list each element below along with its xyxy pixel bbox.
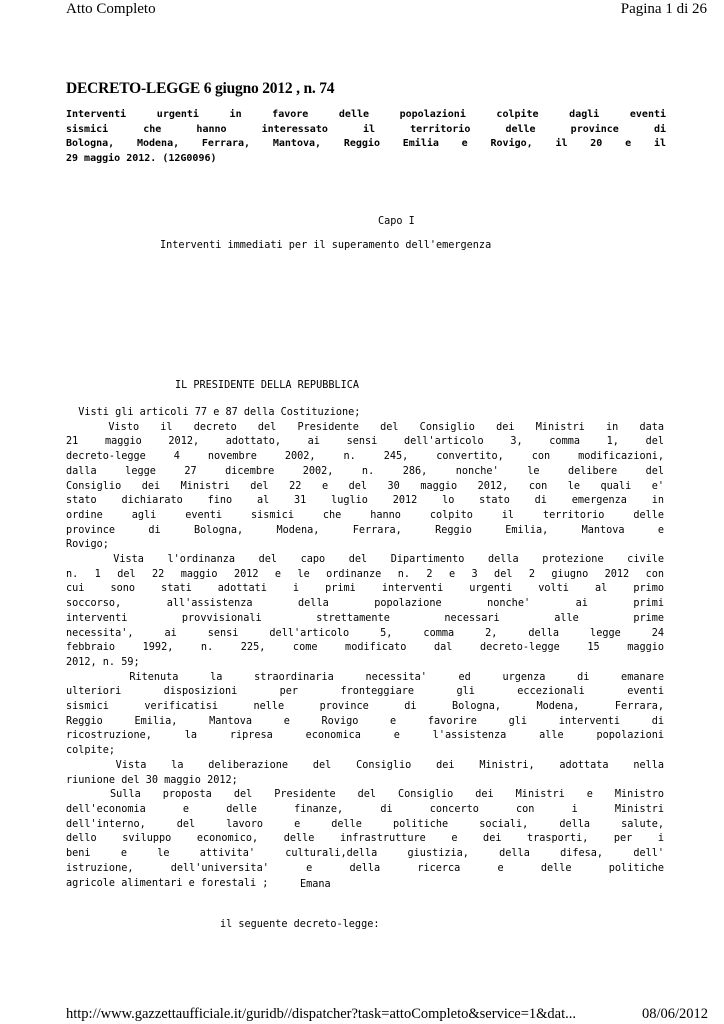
body-line: febbraio 1992, n. 225, come modificato dal decreto-legge 15 maggio <box>66 642 664 654</box>
body-line: ordine agli eventi sismici che hanno colpito il territorio delle <box>66 509 664 521</box>
body-line: dell'economia e delle finanze, di concerto con i Ministri <box>66 803 664 815</box>
footer-url: http://www.gazzettaufficiale.it/guridb//dispatcher?task=attoCompleto&service=1&dat... <box>66 1006 577 1022</box>
body-line: Vista la deliberazione del Consiglio dei Ministri, adottata nella <box>66 759 664 771</box>
body-line: 2012, n. 59; <box>66 656 140 668</box>
president-heading: IL PRESIDENTE DELLA REPUBBLICA <box>175 380 360 391</box>
header-doc-label: Atto Completo <box>66 1 156 17</box>
body-line: 21 maggio 2012, adottato, ai sensi dell'articolo 3, comma 1, del <box>66 436 664 448</box>
body-line: ricostruzione, la ripresa economica e l'assistenza alle popolazioni <box>66 730 664 742</box>
body-line: sismici verificatisi nelle province di Bologna, Modena, Ferrara, <box>66 701 664 713</box>
chapter-heading: Capo I <box>378 216 415 227</box>
body-line: Consiglio dei Ministri del 22 e del 30 maggio 2012, con le quali e' <box>66 480 664 492</box>
body-line: soccorso, all'assistenza della popolazione nonche' ai primi <box>66 598 664 610</box>
body-line: riunione del 30 maggio 2012; <box>66 774 238 786</box>
body-line: Visto il decreto del Presidente del Consiglio dei Ministri in data <box>66 421 664 433</box>
decree-subtitle <box>66 108 666 167</box>
body-line: dell'interno, del lavoro e delle politiche sociali, della salute, <box>66 818 664 830</box>
subtitle-line: 29 maggio 2012. (12G0096) <box>66 153 217 165</box>
following-decree-line: il seguente decreto-legge: <box>220 919 380 930</box>
body-line: dalla legge 27 dicembre 2002, n. 286, nonche' le delibere del <box>66 465 664 477</box>
subtitle-line: sismici che hanno interessato il territorio delle province di <box>66 123 666 135</box>
body-line: agricole alimentari e forestali ; <box>66 877 269 889</box>
body-line: Visti gli articoli 77 e 87 della Costituzione; <box>66 407 361 418</box>
decree-title: DECRETO-LEGGE 6 giugno 2012 , n. 74 <box>66 80 335 97</box>
body-line: Reggio Emilia, Mantova e Rovigo e favorire gli interventi di <box>66 715 664 727</box>
body-line: interventi provvisionali strettamente necessari alle prime <box>66 612 664 624</box>
body-line: stato dichiarato fino al 31 luglio 2012 lo stato di emergenza in <box>66 495 664 507</box>
body-line: Rovigo; <box>66 539 109 551</box>
subtitle-line: Interventi urgenti in favore delle popolazioni colpite dagli eventi <box>66 109 666 120</box>
body-line: Ritenuta la straordinaria necessita' ed urgenza di emanare <box>66 671 664 683</box>
body-line: decreto-legge 4 novembre 2002, n. 245, convertito, con modificazioni, <box>66 451 664 463</box>
body-line: n. 1 del 22 maggio 2012 e le ordinanze n. 2 e 3 del 2 giugno 2012 con <box>66 568 664 580</box>
preamble-body <box>66 406 664 891</box>
footer-date: 08/06/2012 <box>641 1006 708 1022</box>
body-line: Sulla proposta del Presidente del Consiglio dei Ministri e Ministro <box>66 789 664 801</box>
emana-heading: Emana <box>300 879 331 890</box>
body-line: Vista l'ordinanza del capo del Dipartimento della protezione civile <box>66 554 664 566</box>
body-line: beni e le attivita' culturali,della giustizia, della difesa, dell' <box>66 848 664 860</box>
body-line: ulteriori disposizioni per fronteggiare gli eccezionali eventi <box>66 686 664 698</box>
body-line: colpite; <box>66 745 116 757</box>
body-line: cui sono stati adottati i primi interventi urgenti volti al primo <box>66 583 664 595</box>
body-line: dello sviluppo economico, delle infrastrutture e dei trasporti, per i <box>66 833 664 845</box>
body-line: necessita', ai sensi dell'articolo 5, comma 2, della legge 24 <box>66 627 664 639</box>
header-page-indicator: Pagina 1 di 26 <box>620 1 707 17</box>
body-line: istruzione, dell'universita' e della ricerca e delle politiche <box>66 862 664 874</box>
body-line: province di Bologna, Modena, Ferrara, Reggio Emilia, Mantova e <box>66 524 664 536</box>
subtitle-line: Bologna, Modena, Ferrara, Mantova, Reggio Emilia e Rovigo, il 20 e il <box>66 138 666 150</box>
chapter-title: Interventi immediati per il superamento dell'emergenza <box>160 240 492 251</box>
